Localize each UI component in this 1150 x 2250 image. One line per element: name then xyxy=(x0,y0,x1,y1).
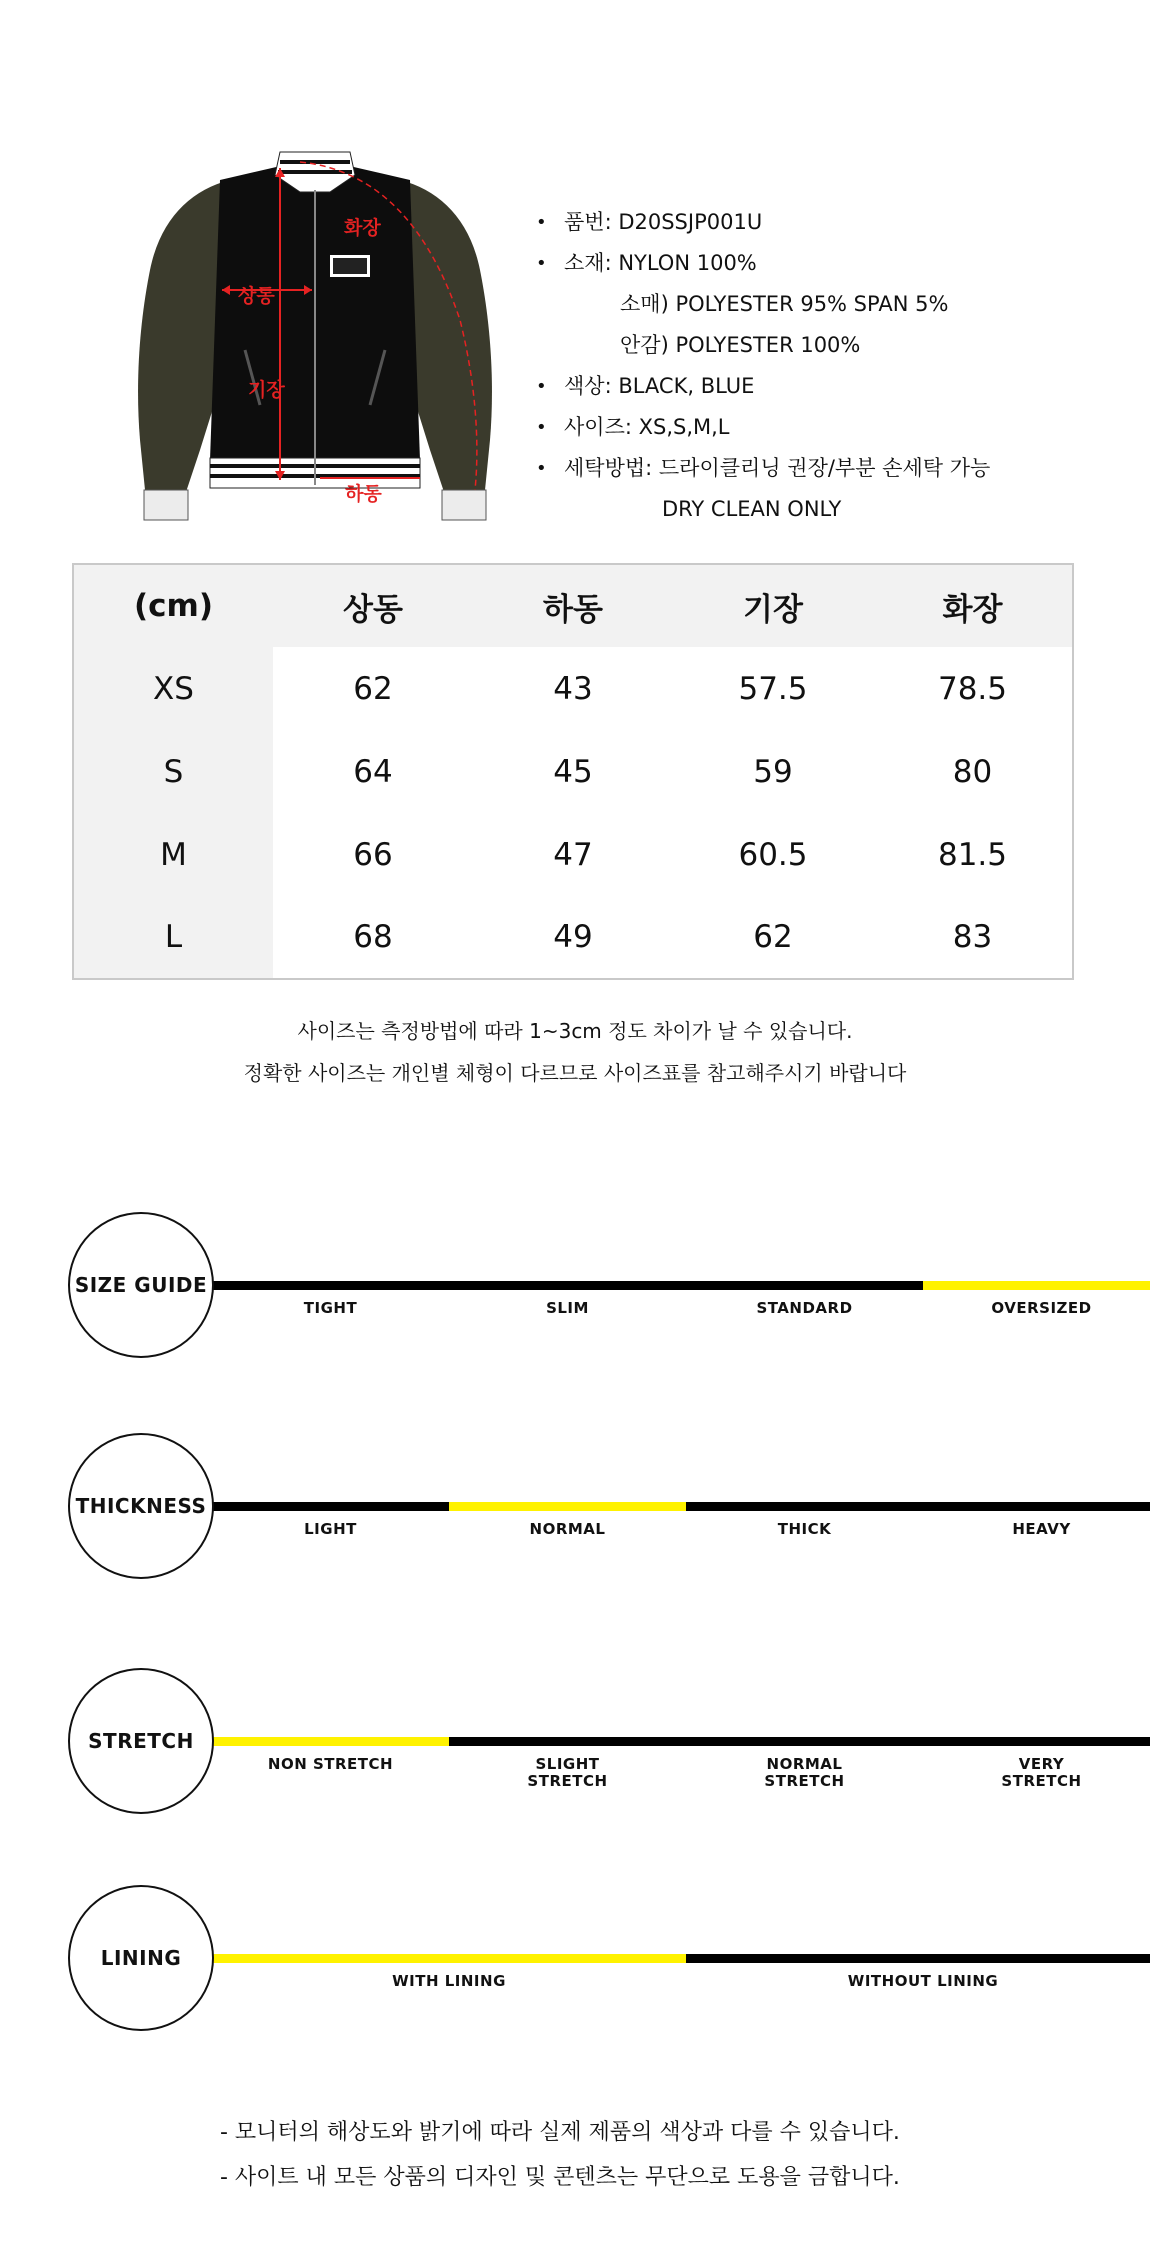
guide-title: SIZE GUIDE xyxy=(74,1273,208,1297)
header-length: 기장 xyxy=(673,564,873,647)
guide-thickness xyxy=(68,1433,1092,1583)
table-header-row xyxy=(73,564,1073,647)
table-row xyxy=(73,730,1073,813)
footer-notice xyxy=(220,2110,900,2200)
guide-option-label: TIGHT xyxy=(303,1299,358,1317)
guide-title: LINING xyxy=(100,1946,182,1970)
table-cell: 78.5 xyxy=(873,647,1073,730)
guide-segment xyxy=(212,1954,686,1963)
size-table xyxy=(72,563,1074,980)
table-cell: 45 xyxy=(473,730,673,813)
guide-option-label: NORMAL STRETCH xyxy=(764,1755,845,1790)
guide-bar xyxy=(212,1737,1150,1746)
note-line: 정확한 사이즈는 개인별 체형이 다르므로 사이즈표를 참고해주시기 바랍니다 xyxy=(243,1061,907,1085)
right-cuff xyxy=(442,490,486,520)
table-cell: 83 xyxy=(873,896,1073,979)
table-cell: 62 xyxy=(673,896,873,979)
table-cell: 81.5 xyxy=(873,813,1073,896)
table-cell: 49 xyxy=(473,896,673,979)
spec-item: • 색상: BLACK, BLUE xyxy=(532,366,990,407)
guide-circle xyxy=(68,1668,214,1814)
table-row xyxy=(73,896,1073,979)
guide-labels xyxy=(212,1521,1150,1538)
guide-labels xyxy=(212,1300,1150,1317)
guide-option-label: STANDARD xyxy=(756,1299,853,1317)
guide-segment xyxy=(449,1281,686,1290)
guide-option-label: SLIM xyxy=(546,1299,589,1317)
guide-option-label: LIGHT xyxy=(304,1520,357,1538)
guide-segment xyxy=(212,1502,449,1511)
header-chest: 상동 xyxy=(273,564,473,647)
label-shoulder: 화장 xyxy=(344,217,381,239)
spec-item: 소매) POLYESTER 95% SPAN 5% xyxy=(620,292,949,316)
spec-item: • 품번: D20SSJP001U xyxy=(532,202,990,243)
guide-option-label: THICK xyxy=(777,1520,832,1538)
left-cuff xyxy=(144,490,188,520)
header-unit: (cm) xyxy=(73,564,273,647)
table-cell: 62 xyxy=(273,647,473,730)
guide-option-label: HEAVY xyxy=(1012,1520,1071,1538)
guide-segment xyxy=(923,1502,1150,1511)
spec-list xyxy=(532,202,990,530)
guide-labels xyxy=(212,1973,1150,1990)
guide-segment xyxy=(686,1954,1150,1963)
guide-bar xyxy=(212,1954,1150,1963)
product-section xyxy=(0,0,1150,560)
guide-option-label: OVERSIZED xyxy=(991,1299,1092,1317)
guide-segment xyxy=(449,1502,686,1511)
guide-option-label: WITH LINING xyxy=(392,1972,506,1990)
footer-line: - 사이트 내 모든 상품의 디자인 및 콘텐츠는 무단으로 도용을 금합니다. xyxy=(220,2165,900,2190)
table-cell: 57.5 xyxy=(673,647,873,730)
table-cell: 80 xyxy=(873,730,1073,813)
guide-labels xyxy=(212,1756,1150,1790)
size-label: M xyxy=(73,813,273,896)
guide-stretch xyxy=(68,1668,1092,1818)
spec-item: • 소재: NYLON 100% xyxy=(532,243,990,284)
spec-item: DRY CLEAN ONLY xyxy=(662,497,842,521)
table-row xyxy=(73,813,1073,896)
guide-segment xyxy=(686,1502,923,1511)
guide-size xyxy=(68,1212,1092,1362)
size-label: XS xyxy=(73,647,273,730)
label-chest: 상동 xyxy=(238,285,275,307)
table-cell: 60.5 xyxy=(673,813,873,896)
guide-option-label: NON STRETCH xyxy=(267,1755,394,1773)
guide-segment xyxy=(212,1281,449,1290)
guide-circle xyxy=(68,1212,214,1358)
guide-segment xyxy=(449,1737,686,1746)
jacket-diagram xyxy=(130,150,500,540)
table-cell: 59 xyxy=(673,730,873,813)
guide-option-label: SLIGHT STRETCH xyxy=(527,1755,608,1790)
table-cell: 47 xyxy=(473,813,673,896)
table-row xyxy=(73,647,1073,730)
spec-item: • 사이즈: XS,S,M,L xyxy=(532,407,990,448)
header-shoulder-sleeve: 화장 xyxy=(873,564,1073,647)
spec-item: • 세탁방법: 드라이클리닝 권장/부분 손세탁 가능 xyxy=(532,448,990,489)
guide-segment xyxy=(212,1737,449,1746)
guide-segment xyxy=(923,1281,1150,1290)
guide-option-label: WITHOUT LINING xyxy=(847,1972,999,1990)
guide-segment xyxy=(686,1737,923,1746)
table-cell: 64 xyxy=(273,730,473,813)
header-hem: 하동 xyxy=(473,564,673,647)
guide-option-label: VERY STRETCH xyxy=(1001,1755,1082,1790)
spec-item: 안감) POLYESTER 100% xyxy=(620,333,861,357)
label-hem: 하동 xyxy=(345,483,382,505)
guide-bar xyxy=(212,1281,1150,1290)
table-cell: 43 xyxy=(473,647,673,730)
note-line: 사이즈는 측정방법에 따라 1~3cm 정도 차이가 날 수 있습니다. xyxy=(297,1019,853,1043)
guide-title: STRETCH xyxy=(88,1729,194,1753)
guide-title: THICKNESS xyxy=(75,1494,207,1518)
guide-option-label: NORMAL xyxy=(529,1520,606,1538)
guide-circle xyxy=(68,1433,214,1579)
size-notes xyxy=(0,1010,1150,1094)
label-length: 기장 xyxy=(248,379,285,401)
guide-bar xyxy=(212,1502,1150,1511)
footer-line: - 모니터의 해상도와 밝기에 따라 실제 제품의 색상과 다를 수 있습니다. xyxy=(220,2120,900,2145)
size-label: S xyxy=(73,730,273,813)
guide-circle xyxy=(68,1885,214,2031)
table-cell: 68 xyxy=(273,896,473,979)
size-label: L xyxy=(73,896,273,979)
guide-segment xyxy=(923,1737,1150,1746)
guide-lining xyxy=(68,1885,1092,2035)
table-cell: 66 xyxy=(273,813,473,896)
guide-segment xyxy=(686,1281,923,1290)
